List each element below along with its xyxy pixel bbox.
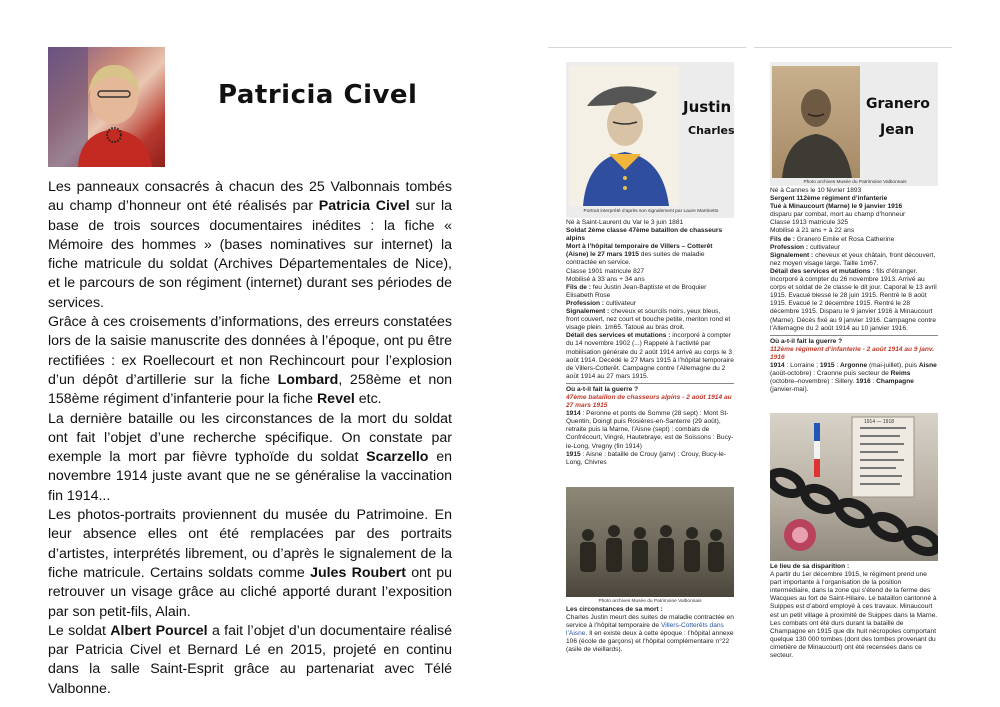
justin-circumstances bbox=[566, 606, 734, 655]
justin-war-1914: 1914 : Peronne et ponts de Somme (28 sept) : Mont St-Quentin, Doingt puis Rosières-en-Santerre (29 août), retraite puis la Marne, l’Aisne (sept) : combats de Confrécourt, Vingré, Hautebraye, est de Soissons : Bucy-le-Long, Vregny (fin 1914) bbox=[566, 410, 734, 450]
justin-description: Signalement : cheveux et sourcils noirs, yeux bleus, front couvert, nez court et bouche petite, menton rond et visage plein. 1m65. Tatoué au bras droit. bbox=[566, 308, 731, 332]
page-title: Patricia Civel bbox=[218, 80, 418, 110]
granero-name-last: Jean bbox=[880, 122, 915, 138]
granero-location bbox=[770, 563, 938, 660]
author-photo bbox=[48, 47, 165, 167]
granero-war-heading: Où a-t-il fait la guerre ? bbox=[770, 337, 843, 345]
justin-portrait bbox=[569, 66, 679, 206]
paragraph-5: Le soldat Albert Pourcel a fait l’objet d’un documentaire réalisé par Patricia Civel et Bernard Lé en 2015, projeté en continu dans la salle Saint-Esprit grâce au partenariat avec Télé Valbonne. bbox=[48, 622, 452, 697]
granero-war-title: 112ème régiment d’infanterie - 2 août 1914 au 9 janv. 1916 bbox=[770, 345, 935, 361]
granero-location-heading: Le lieu de sa disparition : bbox=[770, 563, 850, 570]
author-portrait-icon bbox=[48, 47, 165, 167]
granero-mobilised: Mobilisé à 21 ans + à 22 ans bbox=[770, 227, 855, 235]
justin-parents: Fils de : feu Justin Jean-Baptiste et de Broquier Elisabeth Rose bbox=[566, 283, 707, 299]
justin-name-last: Charles bbox=[688, 124, 735, 137]
justin-separator bbox=[566, 383, 734, 384]
granero-born: Né à Cannes le 10 février 1893 bbox=[770, 187, 862, 194]
justin-profession: Profession : cultivateur bbox=[566, 299, 636, 307]
paragraph-4: Les photos-portraits proviennent du musée du Patrimoine. En leur absence elles ont été remplacées par des portraits d’artistes, interprétés librement, ou d’après le signalement de la fiche matricule. Certains soldats comme Jules Roubert ont pu retrouver un visage grâce au cliché apporté durant l’exposition par son petit-fils, Alain. bbox=[48, 507, 453, 620]
granero-class: Classe 1913 matricule 325 bbox=[770, 219, 849, 227]
justin-circ-heading: Les circonstances de sa mort : bbox=[566, 606, 663, 613]
memorial-chain-icon bbox=[770, 413, 938, 561]
paragraph-3: La dernière bataille ou les circonstances de la mort du soldat ont fait l’objet d’une recherche spécifique. On constate par exemple la mort par fièvre typhoïde du soldat Scarzello en novembre 1914 juste avant que ne se généralise la vaccination fin 1914... bbox=[48, 410, 452, 504]
justin-group-photo bbox=[566, 487, 734, 597]
justin-born: Né à Saint-Laurent du Var le 3 juin 1881 bbox=[566, 219, 684, 226]
justin-rank: Soldat 2ème classe 47ème bataillon de chasseurs alpins bbox=[566, 227, 723, 243]
granero-portrait-caption: Photo archives Musée du Patrimoine Valbonnais bbox=[803, 180, 907, 185]
granero-parents: Fils de : Granero Emile et Rosa Catherine bbox=[770, 235, 895, 243]
granero-memorial-photo bbox=[770, 413, 938, 561]
justin-group-caption: Photo archives Musée du Patrimoine Valbonnais bbox=[598, 599, 702, 604]
soldier-drawing-icon bbox=[569, 66, 679, 206]
soldiers-group-icon bbox=[566, 487, 734, 597]
granero-bio bbox=[770, 187, 938, 394]
divider-right-panel bbox=[754, 47, 952, 48]
granero-location-text: A partir du 1er décembre 1915, le régiment prend une part importante à l’organisation de la position intermédiaire, dans la zone qui s’étend de la ferme des Wacques au fort de Saint-Hilaire. Le bataillon cantonné à Suippes est d’abord employé à ces travaux. Minaucourt est un petit village à proximité de Suippes dans la Marne. Les combats ont été durs durant la bataille de Champagne en 1915 que dix huit nécropoles comportant quelque 130 000 tombes (dont des tombes provenant du cimetière de Minaucourt) ont été recensées dans ce secteur. bbox=[770, 571, 938, 660]
granero-description: Signalement : cheveux et yeux châtain, front découvert, nez moyen visage large. Taille 1m67. bbox=[770, 251, 936, 267]
body-text bbox=[48, 178, 452, 699]
justin-services: Détail des services et mutations : incorporé à compter du 14 novembre 1902 (...) Rappelé à l’activité par mobilisation générale du 2 août 1914 arrivé au corps le 3 août 1914. Décédé le 27 Mars 1915 à l’hôpital temporaire de Villers-Cotterêt. Campagne contre l’Allemagne du 2 août 1914 au 27 mars 1915. bbox=[566, 332, 734, 380]
granero-separator bbox=[770, 335, 938, 336]
divider-left-panel bbox=[548, 47, 746, 48]
granero-rank: Sergent 112ème régiment d’infanterie bbox=[770, 195, 888, 203]
justin-bio bbox=[566, 219, 734, 467]
justin-war-1915: 1915 : Aisne : bataille de Crouy (janv) : Crouy, Bucy-le-Long, Chivres bbox=[566, 450, 727, 466]
justin-name-first: Justin bbox=[683, 98, 732, 116]
justin-war-title: 47ème bataillon de chasseurs alpins - 2 août 1914 au 27 mars 1915 bbox=[566, 393, 732, 410]
justin-circ-text: Charles Justin meurt des suites de maladie contractée en service à l’hôpital temporaire de Villers-Cotterêts dans l’Aisne. Il en existe deux à cette époque : l’hôpital annexe 106 (école de garçons) et l’hôpital complémentaire n°22 (asile de vieillards). bbox=[566, 614, 734, 654]
justin-war-heading: Où a-t-il fait la guerre ? bbox=[566, 385, 639, 393]
soldier-photo-icon bbox=[772, 66, 860, 178]
memorial-years: 1914 — 1918 bbox=[864, 419, 895, 425]
paragraph-1: Les panneaux consacrés à chacun des 25 Valbonnais tombés au champ d’honneur ont été réalisés par Patricia Civel sur la base de trois sources documentaires inédites : la fiche « Mémoire des hommes » (bases nominatives sur internet) la fiche matricule du soldat (Archives Départementales de Nice), et le parcours de son régiment (internet) durant ses périodes de services. bbox=[48, 179, 452, 311]
justin-death: Mort à l’hôpital temporaire de Villers – Cotterêt (Aisne) le 27 mars 1915 des suites de maladie contractée en service. bbox=[566, 243, 713, 267]
justin-class: Classe 1901 matricule 827 bbox=[566, 267, 645, 275]
granero-name-first: Granero bbox=[866, 96, 930, 112]
granero-death: Tué à Minaucourt (Marne) le 9 janvier 1916 bbox=[770, 203, 903, 211]
granero-war-years: 1914 : Lorraine ; 1915 : Argonne (mai-juillet), puis Aisne (août-octobre) : Craonne puis secteur de Reims (octobre–novembre) : Sillery. 1916 : Champagne (janvier-mai). bbox=[770, 361, 937, 394]
granero-profession: Profession : cultivateur bbox=[770, 243, 840, 251]
paragraph-2: Grâce à ces croisements d’informations, des erreurs constatées lors de la saisie manuscrite des données à l’époque, ont pu être rectifiées : ex Roellecourt et non Rechincourt pour l’explosion d’un dépôt d’artillerie sur la fiche Lombard, 258ème et non 158ème régiment d’infanterie pour la fiche Revel etc. bbox=[48, 314, 452, 408]
granero-portrait bbox=[772, 66, 860, 178]
justin-mobilised: Mobilisé à 33 ans + 34 ans bbox=[566, 275, 645, 283]
justin-portrait-caption: Portrait interprété d’après son signalement par Laure Martinetto bbox=[583, 209, 719, 214]
granero-missing: disparu par combat, mort au champ d’honneur bbox=[770, 211, 906, 219]
granero-services: Détail des services et mutations : fils d’étranger. Incorporé à compter du 26 novembre 1913. Arrivé au corps et soldat de 2e classe le dit jour. Caporal le 13 avril 1915. Evacué blessé le 28 juin 1915. Rentré le 8 août 1915. Evacué le 2 décembre 1915. Rentré le 28 décembre 1915. Disparu le 9 janvier 1916 à Minaucourt (Marne). Décès fixé au 9 janvier 1916. Campagne contre l’Allemagne du 2 août 1914 au 10 janvier 1916. bbox=[770, 267, 937, 332]
